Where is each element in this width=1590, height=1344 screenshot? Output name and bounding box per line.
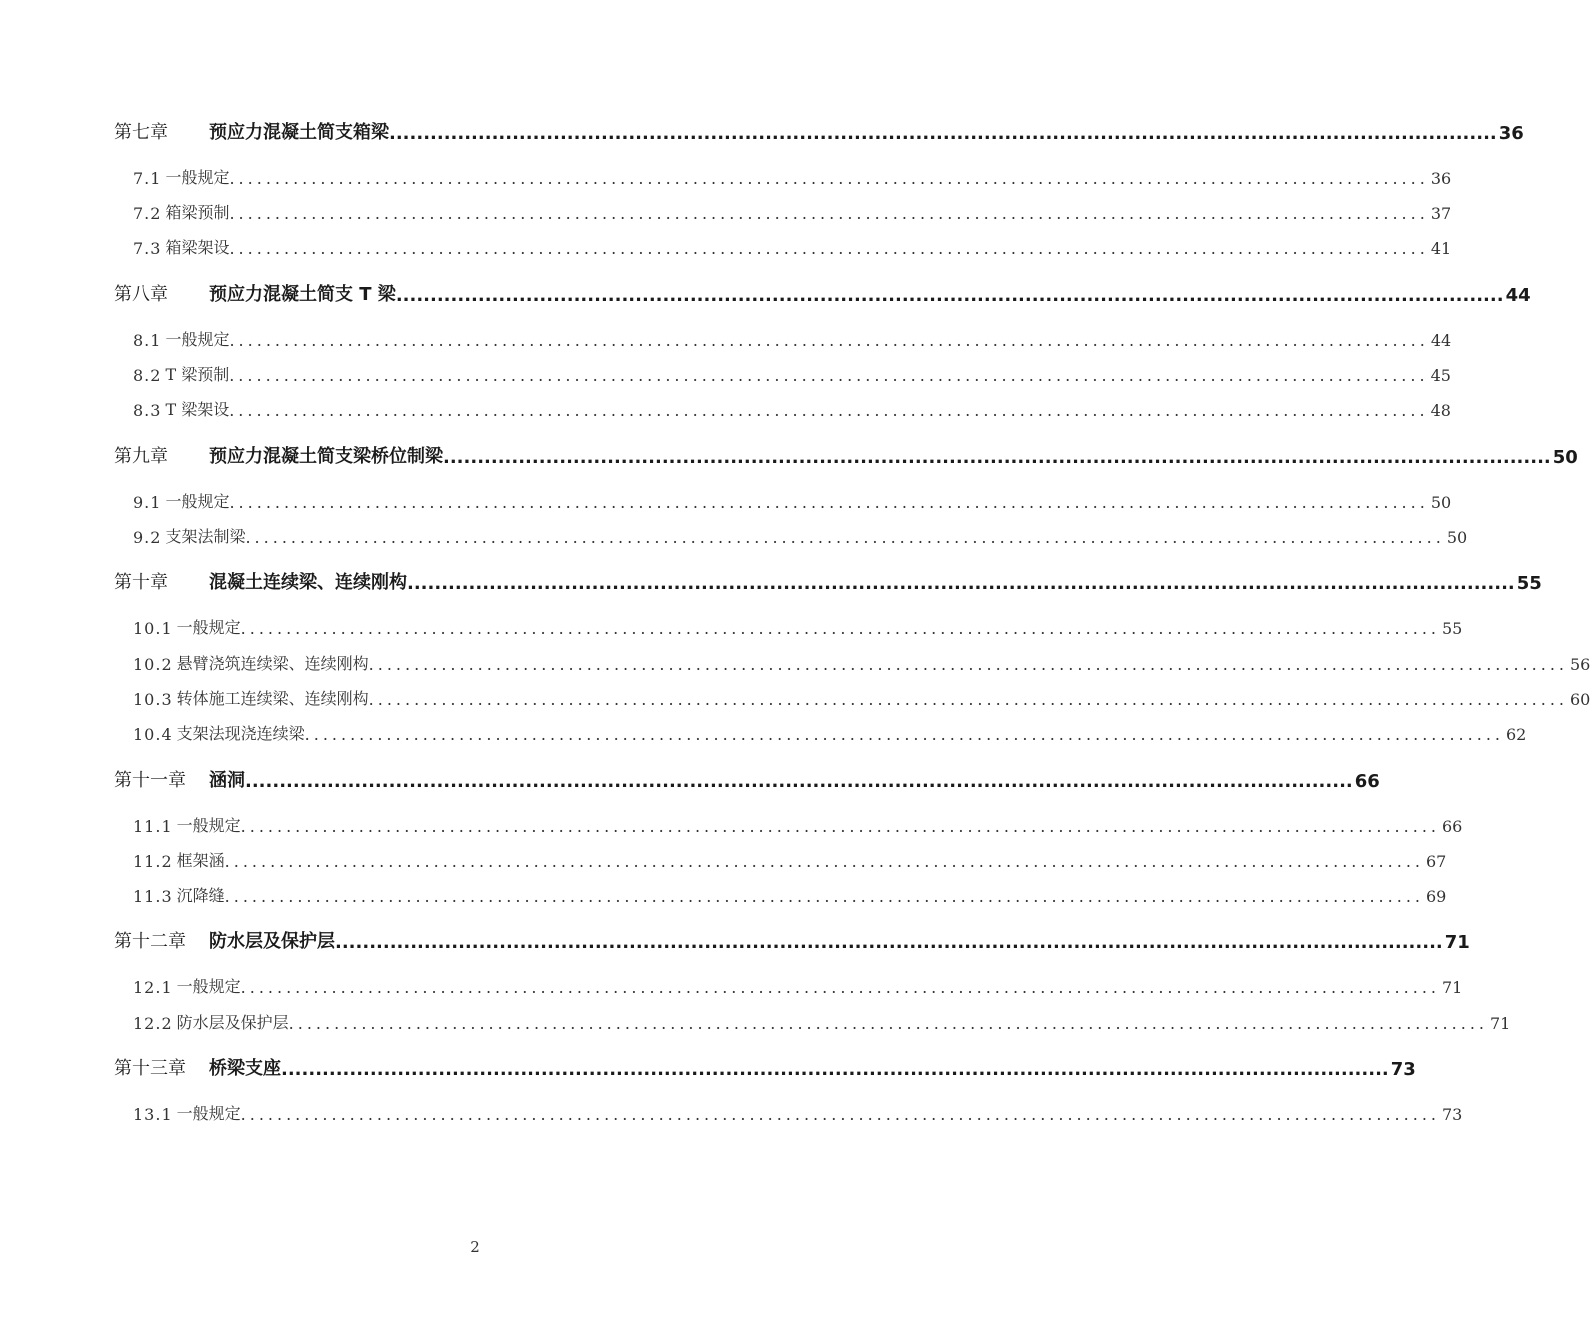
chapter-title: 预应力混凝土简支箱梁 xyxy=(209,122,389,143)
chapter-number: 第十章 xyxy=(114,572,168,593)
section-page: 50 xyxy=(1430,493,1452,512)
section-page: 71 xyxy=(1441,978,1463,997)
toc-chapter-entry[interactable] xyxy=(114,766,1380,792)
section-title: 一般规定 xyxy=(165,168,230,187)
section-title: 一般规定 xyxy=(165,492,230,511)
dot-leader: .................................................................................................................................... xyxy=(224,887,1424,906)
dot-leader: .................................................................................................................................... xyxy=(240,619,1440,638)
section-title: 转体施工连续梁、连续刚构 xyxy=(176,689,369,708)
dot-leader: .................................................................................................................................... xyxy=(229,331,1429,350)
section-number: 8.1 xyxy=(133,331,162,350)
dot-leader: .................................................................................................................................... xyxy=(229,493,1429,512)
dot-leader: .................................................................................................................................................................. xyxy=(245,771,1353,792)
toc-chapter-entry[interactable] xyxy=(114,927,1470,953)
toc-section-entry[interactable] xyxy=(133,525,1468,547)
section-page: 45 xyxy=(1430,366,1451,385)
section-page: 67 xyxy=(1425,852,1447,871)
section-number: 7.3 xyxy=(133,239,162,258)
section-title: 箱梁架设 xyxy=(165,238,230,257)
dot-leader: .................................................................................................................................... xyxy=(368,690,1568,709)
section-number: 9.2 xyxy=(133,528,162,547)
toc-section-entry[interactable] xyxy=(133,975,1463,997)
section-number: 10.3 xyxy=(133,690,173,709)
dot-leader: .................................................................................................................................... xyxy=(229,204,1429,223)
section-page: 69 xyxy=(1425,887,1447,906)
section-page: 55 xyxy=(1441,619,1463,638)
section-number: 10.2 xyxy=(133,655,173,674)
dot-leader: .................................................................................................................................................................. xyxy=(281,1059,1389,1080)
toc-chapter-entry[interactable] xyxy=(114,568,1542,594)
toc-section-entry[interactable] xyxy=(133,166,1452,188)
toc-chapter-entry[interactable] xyxy=(114,1054,1416,1080)
chapter-page: 55 xyxy=(1516,573,1542,594)
dot-leader: .................................................................................................................................................................. xyxy=(407,573,1515,594)
section-number: 12.1 xyxy=(133,978,173,997)
section-page: 48 xyxy=(1430,401,1451,420)
chapter-number: 第十二章 xyxy=(114,931,186,952)
section-number: 11.1 xyxy=(133,817,173,836)
chapter-page: 66 xyxy=(1354,771,1380,792)
section-number: 8.2 xyxy=(133,366,162,385)
toc-chapter-entry[interactable] xyxy=(114,442,1578,468)
dot-leader: .................................................................................................................................... xyxy=(229,239,1429,258)
toc-section-entry[interactable] xyxy=(133,363,1451,385)
section-page: 36 xyxy=(1430,169,1452,188)
chapter-page: 44 xyxy=(1505,285,1531,306)
chapter-title: 桥梁支座 xyxy=(209,1058,281,1079)
dot-leader: .................................................................................................................................... xyxy=(229,169,1429,188)
chapter-page: 50 xyxy=(1552,447,1578,468)
section-title: 悬臂浇筑连续梁、连续刚构 xyxy=(176,654,369,673)
dot-leader: .................................................................................................................................... xyxy=(368,655,1568,674)
section-page: 50 xyxy=(1446,528,1468,547)
dot-leader: .................................................................................................................................... xyxy=(224,852,1424,871)
dot-leader: .................................................................................................................................... xyxy=(240,817,1440,836)
chapter-number: 第八章 xyxy=(114,284,168,305)
section-title: 框架涵 xyxy=(176,851,225,870)
chapter-title: 混凝土连续梁、连续刚构 xyxy=(209,572,407,593)
toc-chapter-entry[interactable] xyxy=(114,280,1531,306)
section-page: 71 xyxy=(1489,1014,1511,1033)
section-title: 一般规定 xyxy=(176,977,241,996)
dot-leader: .................................................................................................................................... xyxy=(229,366,1429,385)
dot-leader: .................................................................................................................................................................. xyxy=(395,285,1504,306)
chapter-number: 第九章 xyxy=(114,446,168,467)
dot-leader: .................................................................................................................................... xyxy=(240,978,1440,997)
section-title: T 梁架设 xyxy=(165,400,230,419)
section-number: 10.4 xyxy=(133,725,173,744)
chapter-page: 71 xyxy=(1444,932,1470,953)
toc-section-entry[interactable] xyxy=(133,490,1452,512)
toc-chapter-entry[interactable] xyxy=(114,118,1524,144)
chapter-title: 涵洞 xyxy=(209,770,245,791)
dot-leader: .................................................................................................................................... xyxy=(229,401,1429,420)
toc-section-entry[interactable] xyxy=(133,616,1463,638)
section-number: 9.1 xyxy=(133,493,162,512)
section-title: 支架法现浇连续梁 xyxy=(176,724,305,743)
chapter-number: 第七章 xyxy=(114,122,168,143)
section-page: 44 xyxy=(1430,331,1452,350)
dot-leader: .................................................................................................................................................................. xyxy=(335,932,1443,953)
section-number: 7.1 xyxy=(133,169,162,188)
section-title: 一般规定 xyxy=(176,1104,241,1123)
chapter-title: 防水层及保护层 xyxy=(209,931,335,952)
section-page: 66 xyxy=(1441,817,1463,836)
chapter-number: 第十三章 xyxy=(114,1058,186,1079)
dot-leader: .................................................................................................................................... xyxy=(304,725,1504,744)
section-number: 11.2 xyxy=(133,852,173,871)
chapter-page: 36 xyxy=(1498,123,1524,144)
dot-leader: .................................................................................................................................................................. xyxy=(443,447,1551,468)
section-title: 一般规定 xyxy=(165,330,230,349)
toc-section-entry[interactable] xyxy=(133,201,1452,223)
toc-section-entry[interactable] xyxy=(133,884,1447,906)
toc-section-entry[interactable] xyxy=(133,687,1590,709)
toc-section-entry[interactable] xyxy=(133,1102,1463,1124)
section-title: 防水层及保护层 xyxy=(176,1013,289,1032)
toc-section-entry[interactable] xyxy=(133,236,1452,258)
dot-leader: .................................................................................................................................................................. xyxy=(389,123,1497,144)
dot-leader: .................................................................................................................................... xyxy=(288,1014,1488,1033)
section-page: 56 xyxy=(1569,655,1590,674)
toc-section-entry[interactable] xyxy=(133,328,1452,350)
section-page: 73 xyxy=(1441,1105,1463,1124)
page-number: 2 xyxy=(470,1238,480,1256)
chapter-title: 预应力混凝土简支 T 梁 xyxy=(209,284,396,305)
section-page: 37 xyxy=(1430,204,1452,223)
dot-leader: .................................................................................................................................... xyxy=(245,528,1445,547)
section-title: 一般规定 xyxy=(176,618,241,637)
section-title: 支架法制梁 xyxy=(165,527,246,546)
toc-section-entry[interactable] xyxy=(133,398,1451,420)
chapter-title: 预应力混凝土简支梁桥位制梁 xyxy=(209,446,443,467)
chapter-page: 73 xyxy=(1390,1059,1416,1080)
dot-leader: .................................................................................................................................... xyxy=(240,1105,1440,1124)
section-page: 41 xyxy=(1430,239,1452,258)
section-number: 8.3 xyxy=(133,401,162,420)
section-number: 12.2 xyxy=(133,1014,173,1033)
section-page: 60 xyxy=(1569,690,1590,709)
toc-section-entry[interactable] xyxy=(133,849,1447,871)
section-title: 一般规定 xyxy=(176,816,241,835)
section-title: T 梁预制 xyxy=(165,365,230,384)
section-number: 7.2 xyxy=(133,204,162,223)
section-number: 13.1 xyxy=(133,1105,173,1124)
section-number: 11.3 xyxy=(133,887,173,906)
section-title: 箱梁预制 xyxy=(165,203,230,222)
toc-section-entry[interactable] xyxy=(133,722,1527,744)
toc-section-entry[interactable] xyxy=(133,1011,1511,1033)
section-page: 62 xyxy=(1505,725,1527,744)
section-title: 沉降缝 xyxy=(176,886,225,905)
section-number: 10.1 xyxy=(133,619,173,638)
toc-section-entry[interactable] xyxy=(133,652,1590,674)
toc-section-entry[interactable] xyxy=(133,814,1463,836)
chapter-number: 第十一章 xyxy=(114,770,186,791)
